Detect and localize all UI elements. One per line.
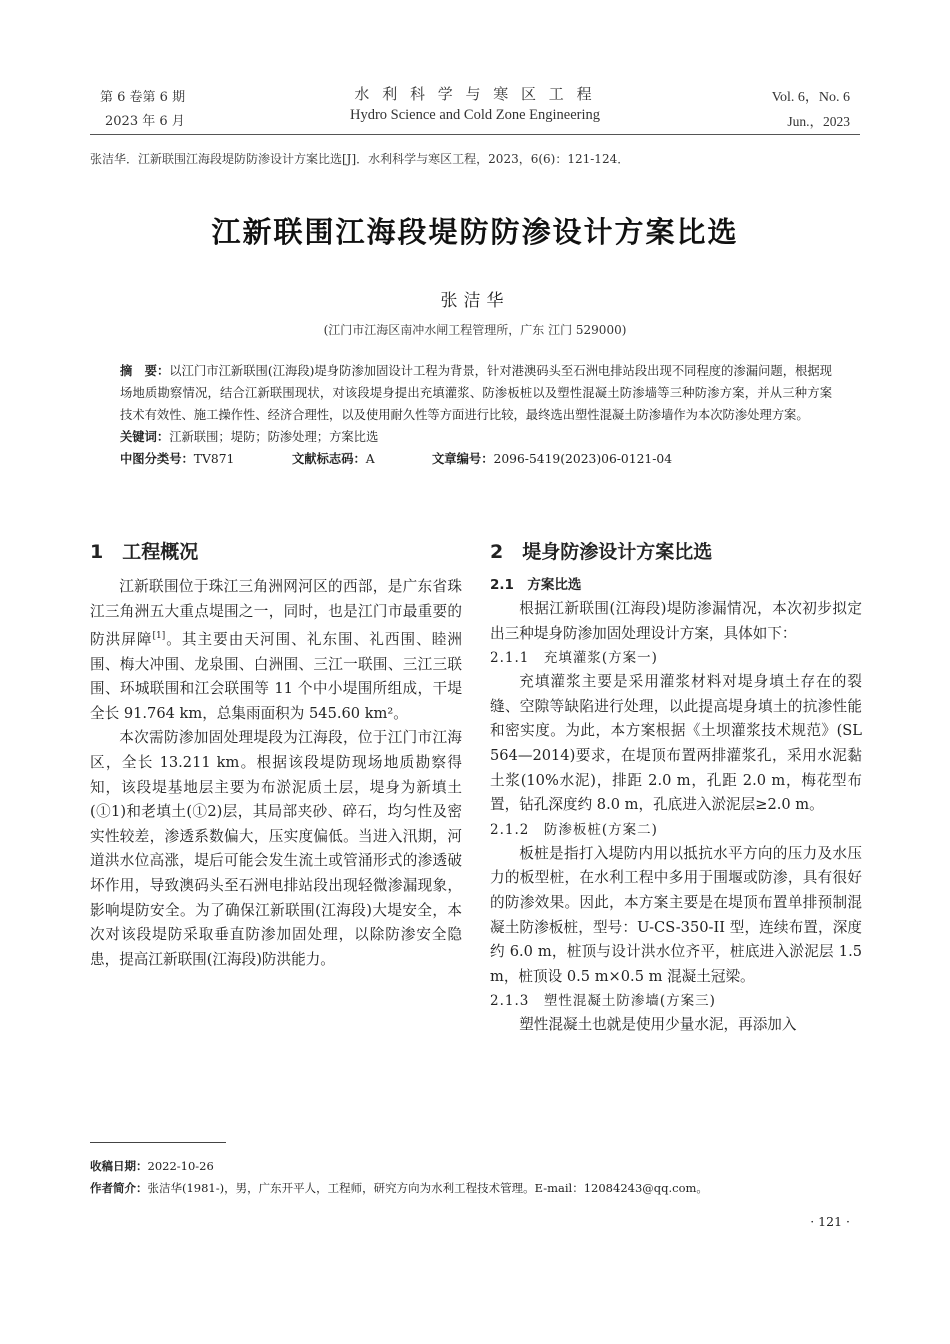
keywords-text: 江新联围；堤防；防渗处理；方案比选 [169, 430, 379, 444]
paragraph-2-1-3: 塑性混凝土也就是使用少量水泥，再添加入 [519, 1016, 797, 1034]
doc-code [292, 448, 375, 470]
header-journal-cn: 水 利 科 学 与 寒 区 工 程 [354, 85, 596, 103]
abstract-text: 以江门市江新联围(江海段)堤身防渗加固设计工程为背景，针对港澳码头至石洲电排站段出现不同程度的渗漏问题，根据现场地质勘察情况，结合江新联围现状，对该段堤身提出充填灌浆、防渗板桩以及塑性混凝土防渗墙等三种防渗方案，并从三种方案技术有效性、施工操作性、经济合理性，以及使用耐久性等方面进行比较，最终选出塑性混凝土防渗墙作为本次防渗处理方案。 [120, 364, 832, 422]
left-column [90, 537, 462, 972]
s1p1-b: 。其主要由天河围、礼东围、礼西围、睦洲围、梅大冲围、龙泉围、白洲围、三江一联围、三江三联围、环城联围和江会联围等 11 个中小堤围所组成，干堤全长 91.764 km，总集雨面积为 545.60 km²。 [90, 631, 462, 722]
section1-paragraph-2: 本次需防渗加固处理堤段为江海段，位于江门市江海区，全长 13.211 km。根据该段堤防现场地质勘察得知，该段堤基地层主要为布淤泥质土层，堤身为新填土(①1)和老填土(①2)层，其局部夹砂、碎石，均匀性及密实性较差，渗透系数偏大，压实度偏低。当进入汛期，河道洪水位高涨，堤后可能会发生流土或管涌形式的渗透破坏作用，导致澳码头至石洲电排站段出现轻微渗漏现象，影响堤防安全。为了确保江新联围(江海段)大堤安全，本次对该段堤防采取垂直防渗加固处理，以除防渗安全隐患，提高江新联围(江海段)防洪能力。 [90, 729, 462, 968]
header-journal-en: Hydro Science and Cold Zone Engineering [349, 107, 601, 123]
bio-text: 张洁华(1981-)，男，广东开平人，工程师，研究方向为水利工程技术管理。E-mail：12084243@qq.com。 [147, 1181, 708, 1195]
article-no [432, 448, 672, 470]
footnote-rule [90, 1142, 226, 1143]
subsection-2-1-1: 2.1.1 充填灌浆(方案一) [490, 650, 658, 667]
subsection-2-1: 2.1 方案比选 [490, 577, 582, 593]
received-value: 2022-10-26 [147, 1159, 214, 1173]
paragraph-2-1-2: 板桩是指打入堤防内用以抵抗水平方向的压力及水压力的板型桩，在水利工程中多用于围堰或防渗，具有很好的防渗效果。因此，本方案主要是在堤顶布置单排预制混凝土防渗板桩，型号：U-CS-350-II 型，连续布置，深度约 6.0 m，桩顶与设计洪水位齐平，桩底进入淤泥层 1.5 m，桩顶设 0.5 m×0.5 m 混凝土冠梁。 [490, 844, 862, 985]
classification-value: TV871 [193, 452, 235, 466]
header-vol-issue: 第 6 卷第 6 期 [100, 90, 186, 105]
doc-code-value: A [365, 452, 375, 466]
subsection-2-1-2: 2.1.2 防渗板桩(方案二) [490, 821, 658, 838]
classification [120, 448, 234, 470]
article-no-value: 2096-5419(2023)06-0121-04 [493, 452, 673, 466]
reference-1: [1] [152, 631, 166, 642]
subsection-2-1-3: 2.1.3 塑性混凝土防渗墙(方案三) [490, 993, 716, 1010]
abstract-block [120, 360, 832, 470]
article-no-label: 文章编号： [432, 452, 494, 466]
keywords [120, 426, 832, 448]
section1-paragraph-1 [90, 575, 462, 726]
header-rule [90, 134, 860, 135]
classification-label: 中图分类号： [120, 452, 194, 466]
doc-code-label: 文献标志码： [292, 452, 366, 466]
paper-title: 江新联围江海段堤防防渗设计方案比选 [211, 215, 739, 249]
header-date: 2023 年 6 月 [105, 114, 185, 129]
affiliation: (江门市江海区南冲水闸工程管理所，广东 江门 529000) [323, 323, 627, 337]
keywords-label: 关键词： [120, 430, 170, 444]
page-number: · 121 · [810, 1214, 850, 1229]
right-column [490, 537, 862, 1038]
section1-heading: 1 工程概况 [90, 541, 199, 563]
meta-row [120, 448, 832, 470]
section2-heading: 2 堤身防渗设计方案比选 [490, 541, 713, 563]
abstract-label: 摘 要： [120, 364, 170, 378]
citation: 张洁华．江新联围江海段堤防防渗设计方案比选[J]．水利科学与寒区工程，2023，6(6)：121-124． [90, 152, 630, 166]
received-date [90, 1158, 214, 1174]
author-name: 张洁华 [440, 291, 510, 311]
header-vol-en: Vol. 6，No. 6 [771, 90, 850, 105]
s1p1-a: 江新联围位于珠江三角洲网河区的西部，是广东省珠江三角洲五大重点堤围之一，同时，也是江门市最重要的防洪屏障 [90, 578, 462, 649]
bio-label: 作者简介： [90, 1181, 148, 1195]
received-label: 收稿日期： [90, 1159, 148, 1173]
author-bio [90, 1180, 860, 1196]
paragraph-2-1-1: 充填灌浆主要是采用灌浆材料对堤身填土存在的裂缝、空隙等缺陷进行处理，以此提高堤身填土的抗渗性能和密实度。为此，本方案根据《土坝灌浆技术规范》(SL 564—2014)要求，在堤顶布置两排灌浆孔，采用水泥黏土浆(10%水泥)，排距 2.0 m，孔距 2.0 m，梅花型布置，钻孔深度约 8.0 m，孔底进入淤泥层≥2.0 m。 [490, 673, 862, 814]
abstract [120, 360, 832, 426]
section2-intro: 根据江新联围(江海段)堤防渗漏情况，本次初步拟定出三种堤身防渗加固处理设计方案，具体如下： [490, 600, 862, 642]
header-date-en: Jun.，2023 [787, 114, 850, 129]
